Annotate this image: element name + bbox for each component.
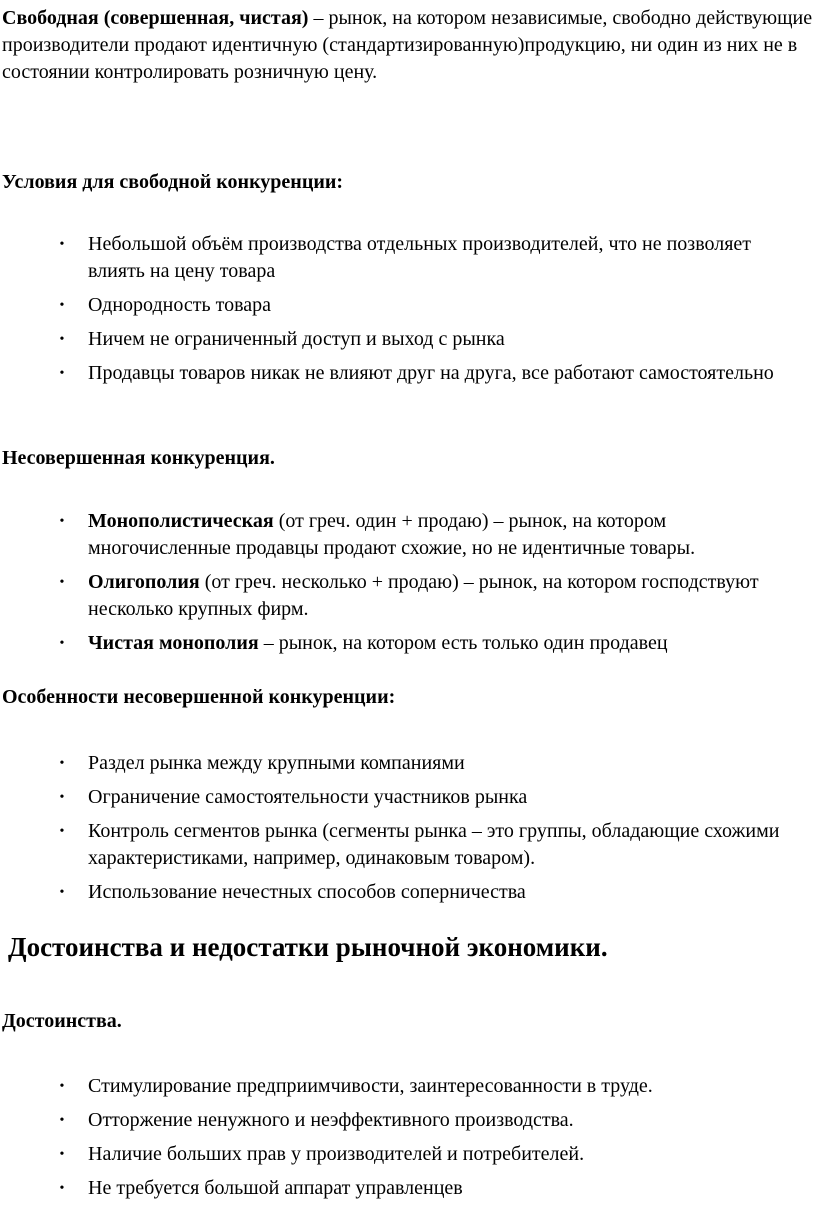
list-item-text: Наличие больших прав у производителей и потребителей.: [88, 1143, 585, 1165]
list-item-text: Продавцы товаров никак не влияют друг на друга, все работают самостоятельно: [88, 362, 774, 384]
bullet-icon: •: [59, 636, 65, 651]
list-item: [0, 1073, 816, 1100]
list-item: [0, 326, 816, 353]
list-item-text: (от греч. один + продаю) – рынок, на котором многочисленные продавцы продают схожие, но не идентичные товары.: [88, 510, 696, 559]
list-item-term: Чистая монополия: [88, 632, 259, 654]
list-item-term: Олигополия: [88, 571, 200, 593]
list-item-text: Не требуется большой аппарат управленцев: [88, 1177, 463, 1199]
bullet-icon: •: [59, 366, 65, 381]
list-item-text: Раздел рынка между крупными компаниями: [88, 752, 465, 774]
intro-term: Свободная (совершенная, чистая): [2, 7, 309, 29]
bullet-icon: •: [59, 1147, 65, 1162]
list-item-text: Однородность товара: [88, 294, 272, 316]
advantages-heading: Достоинства.: [2, 1010, 122, 1032]
list-item: [0, 750, 816, 777]
list-item: [0, 1141, 816, 1168]
bullet-icon: •: [59, 237, 65, 252]
list-item: [0, 569, 816, 623]
list-item: [0, 292, 816, 319]
bullet-icon: •: [59, 756, 65, 771]
list-item: [0, 1175, 816, 1202]
list-item-text: Небольшой объём производства отдельных производителей, что не позволяет влиять на цену товара: [88, 233, 752, 282]
list-item-text: Использование нечестных способов соперничества: [88, 881, 526, 903]
free-conditions-list: [0, 231, 816, 394]
bullet-icon: •: [59, 790, 65, 805]
list-item-text: Ничем не ограниченный доступ и выход с рынка: [88, 328, 505, 350]
list-item: [0, 231, 816, 285]
list-item-term: Монополистическая: [88, 510, 274, 532]
list-item: [0, 508, 816, 562]
bullet-icon: •: [59, 514, 65, 529]
advantages-list: [0, 1073, 816, 1209]
list-item: [0, 818, 816, 872]
imperfect-features-heading: Особенности несовершенной конкуренции:: [2, 686, 396, 708]
list-item: [0, 1107, 816, 1134]
free-conditions-heading: Условия для свободной конкуренции:: [2, 171, 344, 193]
bullet-icon: •: [59, 824, 65, 839]
bullet-icon: •: [59, 885, 65, 900]
list-item-text: Отторжение ненужного и неэффективного производства.: [88, 1109, 574, 1131]
list-item: [0, 630, 816, 657]
list-item: [0, 784, 816, 811]
list-item-text: – рынок, на котором есть только один продавец: [258, 632, 668, 654]
list-item: [0, 360, 816, 387]
imperfect-features-list: [0, 750, 816, 913]
bullet-icon: •: [59, 1079, 65, 1094]
intro-text: – рынок, на котором независимые, свободно действующие производители продают идентичную (стандартизированную)продукцию, ни один из них не в состоянии контролировать розничную цену.: [2, 7, 813, 83]
bullet-icon: •: [59, 332, 65, 347]
market-economy-heading: Достоинства и недостатки рыночной экономики.: [8, 932, 608, 962]
imperfect-heading: Несовершенная конкуренция.: [2, 447, 275, 469]
bullet-icon: •: [59, 575, 65, 590]
list-item-text: (от греч. несколько + продаю) – рынок, на котором господствуют несколько крупных фирм.: [88, 571, 759, 620]
list-item-text: Ограничение самостоятельности участников рынка: [88, 786, 528, 808]
imperfect-list: [0, 508, 816, 664]
list-item-text: Стимулирование предприимчивости, заинтересованности в труде.: [88, 1075, 653, 1097]
bullet-icon: •: [59, 1113, 65, 1128]
list-item-text: Контроль сегментов рынка (сегменты рынка – это группы, обладающие схожими характеристиками, например, одинаковым товаром).: [88, 820, 780, 869]
bullet-icon: •: [59, 298, 65, 313]
list-item: [0, 879, 816, 906]
intro-paragraph: [2, 5, 814, 86]
bullet-icon: •: [59, 1181, 65, 1196]
